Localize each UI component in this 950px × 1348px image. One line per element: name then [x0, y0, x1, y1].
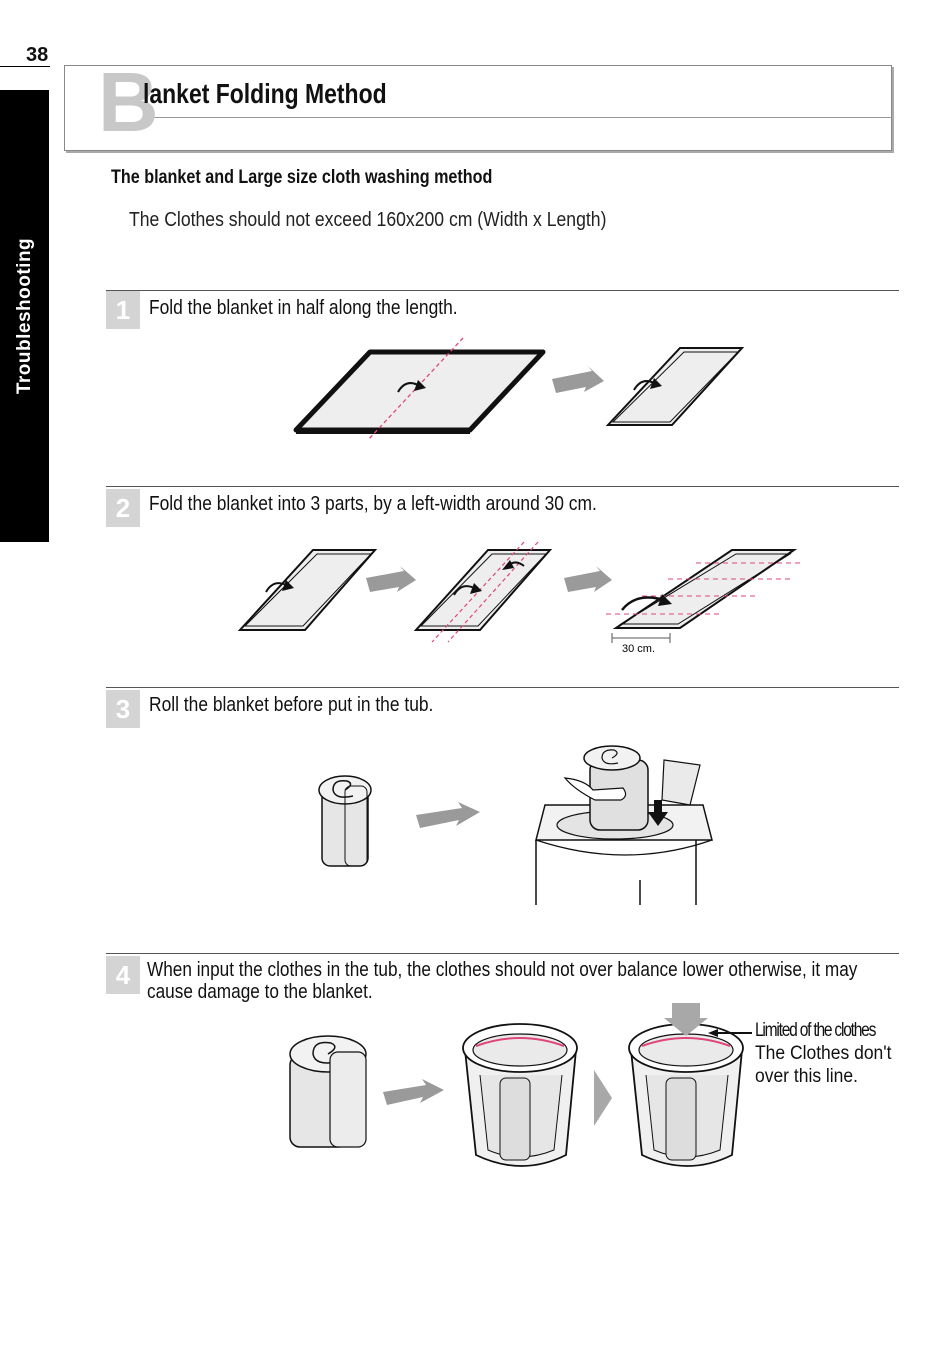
section-subheading: The blanket and Large size cloth washing method: [111, 167, 493, 188]
step-4-number: 4: [106, 956, 140, 994]
limit-note-body: The Clothes don't over this line.: [755, 1043, 892, 1087]
step-2-text: Fold the blanket into 3 parts, by a left-width around 30 cm.: [149, 493, 597, 515]
step-3-number: 3: [106, 690, 140, 728]
step-1-text: Fold the blanket in half along the length.: [149, 297, 458, 319]
intro-text: The Clothes should not exceed 160x200 cm (Width x Length): [129, 209, 607, 231]
limit-note-title: Limited of the clothes: [755, 1020, 876, 1041]
step-2-number: 2: [106, 489, 140, 527]
tub-with-blanket: [463, 1024, 577, 1166]
tub-limit-indicator: [629, 1003, 752, 1166]
limit-note: [755, 1020, 925, 1088]
step-1-number: 1: [106, 291, 140, 329]
page-number: 38: [26, 44, 49, 66]
step-3-text: Roll the blanket before put in the tub.: [149, 694, 434, 716]
rolled-blanket-2: [290, 1036, 366, 1147]
section-tab-label: Troubleshooting: [13, 237, 35, 395]
page-title: lanket Folding Method: [143, 78, 387, 109]
measurement-label: 30 cm.: [622, 643, 656, 655]
step-4-text: When input the clothes in the tub, the clothes should not over balance lower otherwise, it may cause damage to the blanket.: [147, 959, 858, 1003]
step-4-arrow-1: [383, 1079, 444, 1105]
step-4-arrow-2: [594, 1070, 612, 1126]
title-initial: B: [98, 55, 157, 149]
